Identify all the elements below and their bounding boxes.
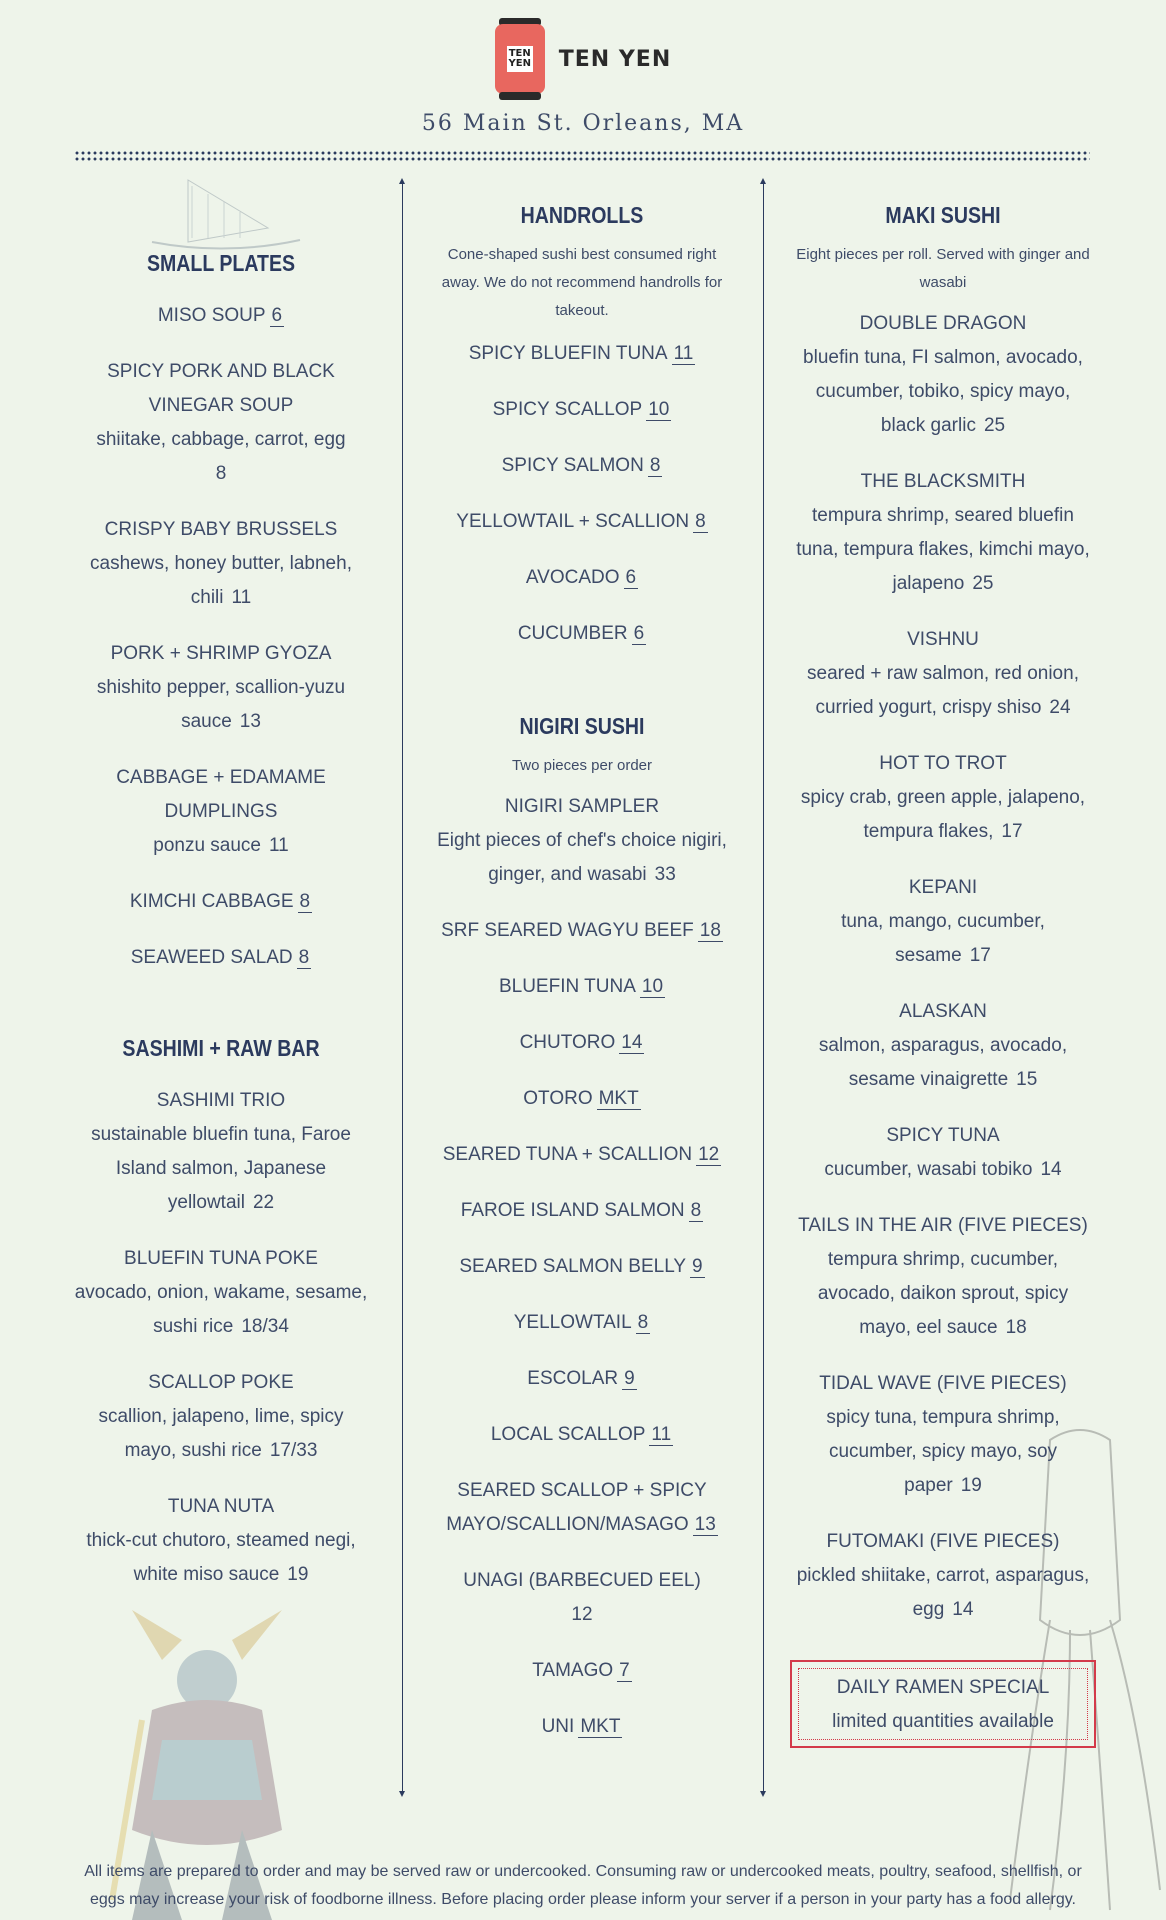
- menu-item: UNI MKT: [541, 1716, 621, 1737]
- maki-title: MAKI SUSHI: [885, 202, 1001, 228]
- menu-item: SPICY SALMON 8: [501, 455, 661, 476]
- menu-item: SEAWEED SALAD 8: [130, 947, 310, 968]
- menu-item: TAMAGO 7: [532, 1660, 630, 1681]
- address: 56 Main St. Orleans, MA: [421, 111, 745, 136]
- menu-item: DOUBLE DRAGON bluefin tuna, FI salmon, avocado, cucumber, tobiko, spicy mayo, black garlic 25: [803, 313, 1083, 436]
- menu-item: MISO SOUP 6: [157, 305, 283, 326]
- right-column: [796, 202, 1090, 1627]
- menu-item: CHUTORO 14: [519, 1032, 643, 1053]
- menu-item: SEARED SALMON BELLY 9: [459, 1256, 703, 1277]
- menu-item: SEARED TUNA + SCALLION 12: [442, 1144, 720, 1165]
- daily-special-box: [790, 1660, 1096, 1748]
- small-plates-title: SMALL PLATES: [146, 250, 296, 276]
- nigiri-title: NIGIRI SUSHI: [519, 713, 645, 739]
- menu-item: SEARED SCALLOP + SPICY MAYO/SCALLION/MASAGO 13: [446, 1480, 716, 1535]
- menu-item: FAROE ISLAND SALMON 8: [460, 1200, 702, 1221]
- menu-item: CUCUMBER 6: [517, 623, 645, 644]
- menu-item: YELLOWTAIL 8: [513, 1312, 649, 1333]
- maki-note: Eight pieces per roll. Served with ginger and wasabi: [796, 246, 1090, 291]
- menu-item: KIMCHI CABBAGE 8: [129, 891, 311, 912]
- special-desc: limited quantities available: [832, 1711, 1054, 1732]
- menu-item: PORK + SHRIMP GYOZA shishito pepper, scallion-yuzu sauce 13: [96, 643, 346, 732]
- header: [0, 18, 1166, 136]
- menu-item: ESCOLAR 9: [527, 1368, 635, 1389]
- menu-item: VISHNU seared + raw salmon, red onion, curried yogurt, crispy shiso 24: [807, 629, 1079, 718]
- nigiri-note: Two pieces per order: [511, 757, 653, 774]
- menu-item: CRISPY BABY BRUSSELS cashews, honey butter, labneh, chili 11: [90, 519, 352, 608]
- menu-item: ALASKAN salmon, asparagus, avocado, sesame vinaigrette 15: [818, 1001, 1068, 1090]
- menu-item: OTORO MKT: [523, 1088, 639, 1109]
- menu-item: CABBAGE + EDAMAME DUMPLINGS ponzu sauce 11: [116, 767, 326, 856]
- menu-item: BLUEFIN TUNA POKE avocado, onion, wakame, sesame, sushi rice 18/34: [74, 1248, 368, 1337]
- menu-item: HOT TO TROT spicy crab, green apple, jalapeno, tempura flakes, 17: [800, 753, 1086, 842]
- menu-item: TIDAL WAVE (FIVE PIECES) spicy tuna, tempura shrimp, cucumber, spicy mayo, soy paper 19: [819, 1373, 1067, 1496]
- menu-item: THE BLACKSMITH tempura shrimp, seared bluefin tuna, tempura flakes, kimchi mayo, jalapeno 25: [796, 471, 1090, 594]
- menu-item: AVOCADO 6: [525, 567, 637, 588]
- column-divider-left: [402, 180, 403, 1795]
- menu-item: YELLOWTAIL + SCALLION 8: [456, 511, 706, 532]
- lantern-logo-icon: [495, 18, 545, 100]
- menu-item: SRF SEARED WAGYU BEEF 18: [441, 920, 721, 941]
- brand-name: TEN YEN: [558, 46, 672, 72]
- boat-illustration-icon: [148, 172, 304, 252]
- left-column: [74, 250, 368, 1592]
- menu-item: SPICY TUNA cucumber, wasabi tobiko 14: [824, 1125, 1062, 1180]
- logo-badge-bottom: YEN: [508, 58, 531, 69]
- menu-item: SPICY SCALLOP 10: [492, 399, 670, 420]
- menu-item: UNAGI (BARBECUED EEL) 12: [463, 1570, 701, 1625]
- special-title: DAILY RAMEN SPECIAL: [836, 1677, 1050, 1698]
- menu-item: TAILS IN THE AIR (FIVE PIECES) tempura shrimp, cucumber, avocado, daikon sprout, spicy mayo, eel sauce 18: [798, 1215, 1088, 1338]
- menu-item: TUNA NUTA thick-cut chutoro, steamed negi, white miso sauce 19: [86, 1496, 356, 1585]
- menu-item: NIGIRI SAMPLER Eight pieces of chef's choice nigiri, ginger, and wasabi 33: [437, 796, 727, 885]
- menu-item: SPICY PORK AND BLACK VINEGAR SOUP shiitake, cabbage, carrot, egg 8: [96, 361, 346, 484]
- logo-badge-top: TEN: [508, 48, 531, 59]
- allergy-disclaimer: All items are prepared to order and may be served raw or undercooked. Consuming raw or undercooked meats, poultry, seafood, shellfish, or eggs may increase your risk of foodborne illness. Before placing order please inform your server if a person in your party has a food allergy.: [84, 1863, 1082, 1908]
- logo: [495, 18, 671, 100]
- menu-item: FUTOMAKI (FIVE PIECES) pickled shiitake, carrot, asparagus, egg 14: [796, 1531, 1090, 1620]
- middle-column: [432, 202, 732, 1744]
- menu-item: LOCAL SCALLOP 11: [490, 1424, 672, 1445]
- menu-item: SASHIMI TRIO sustainable bluefin tuna, Faroe Island salmon, Japanese yellowtail 22: [91, 1090, 351, 1213]
- menu-item: SCALLOP POKE scallion, jalapeno, lime, spicy mayo, sushi rice 17/33: [98, 1372, 344, 1461]
- dotted-divider: [74, 150, 1090, 162]
- menu-item: KEPANI tuna, mango, cucumber, sesame 17: [841, 877, 1045, 966]
- sashimi-title: SASHIMI + RAW BAR: [122, 1035, 320, 1061]
- menu-item: BLUEFIN TUNA 10: [498, 976, 664, 997]
- column-divider-right: [763, 180, 764, 1795]
- menu-item: SPICY BLUEFIN TUNA 11: [468, 343, 694, 364]
- handrolls-note: Cone-shaped sushi best consumed right away. We do not recommend handrolls for takeout.: [441, 246, 723, 319]
- handrolls-title: HANDROLLS: [520, 202, 644, 228]
